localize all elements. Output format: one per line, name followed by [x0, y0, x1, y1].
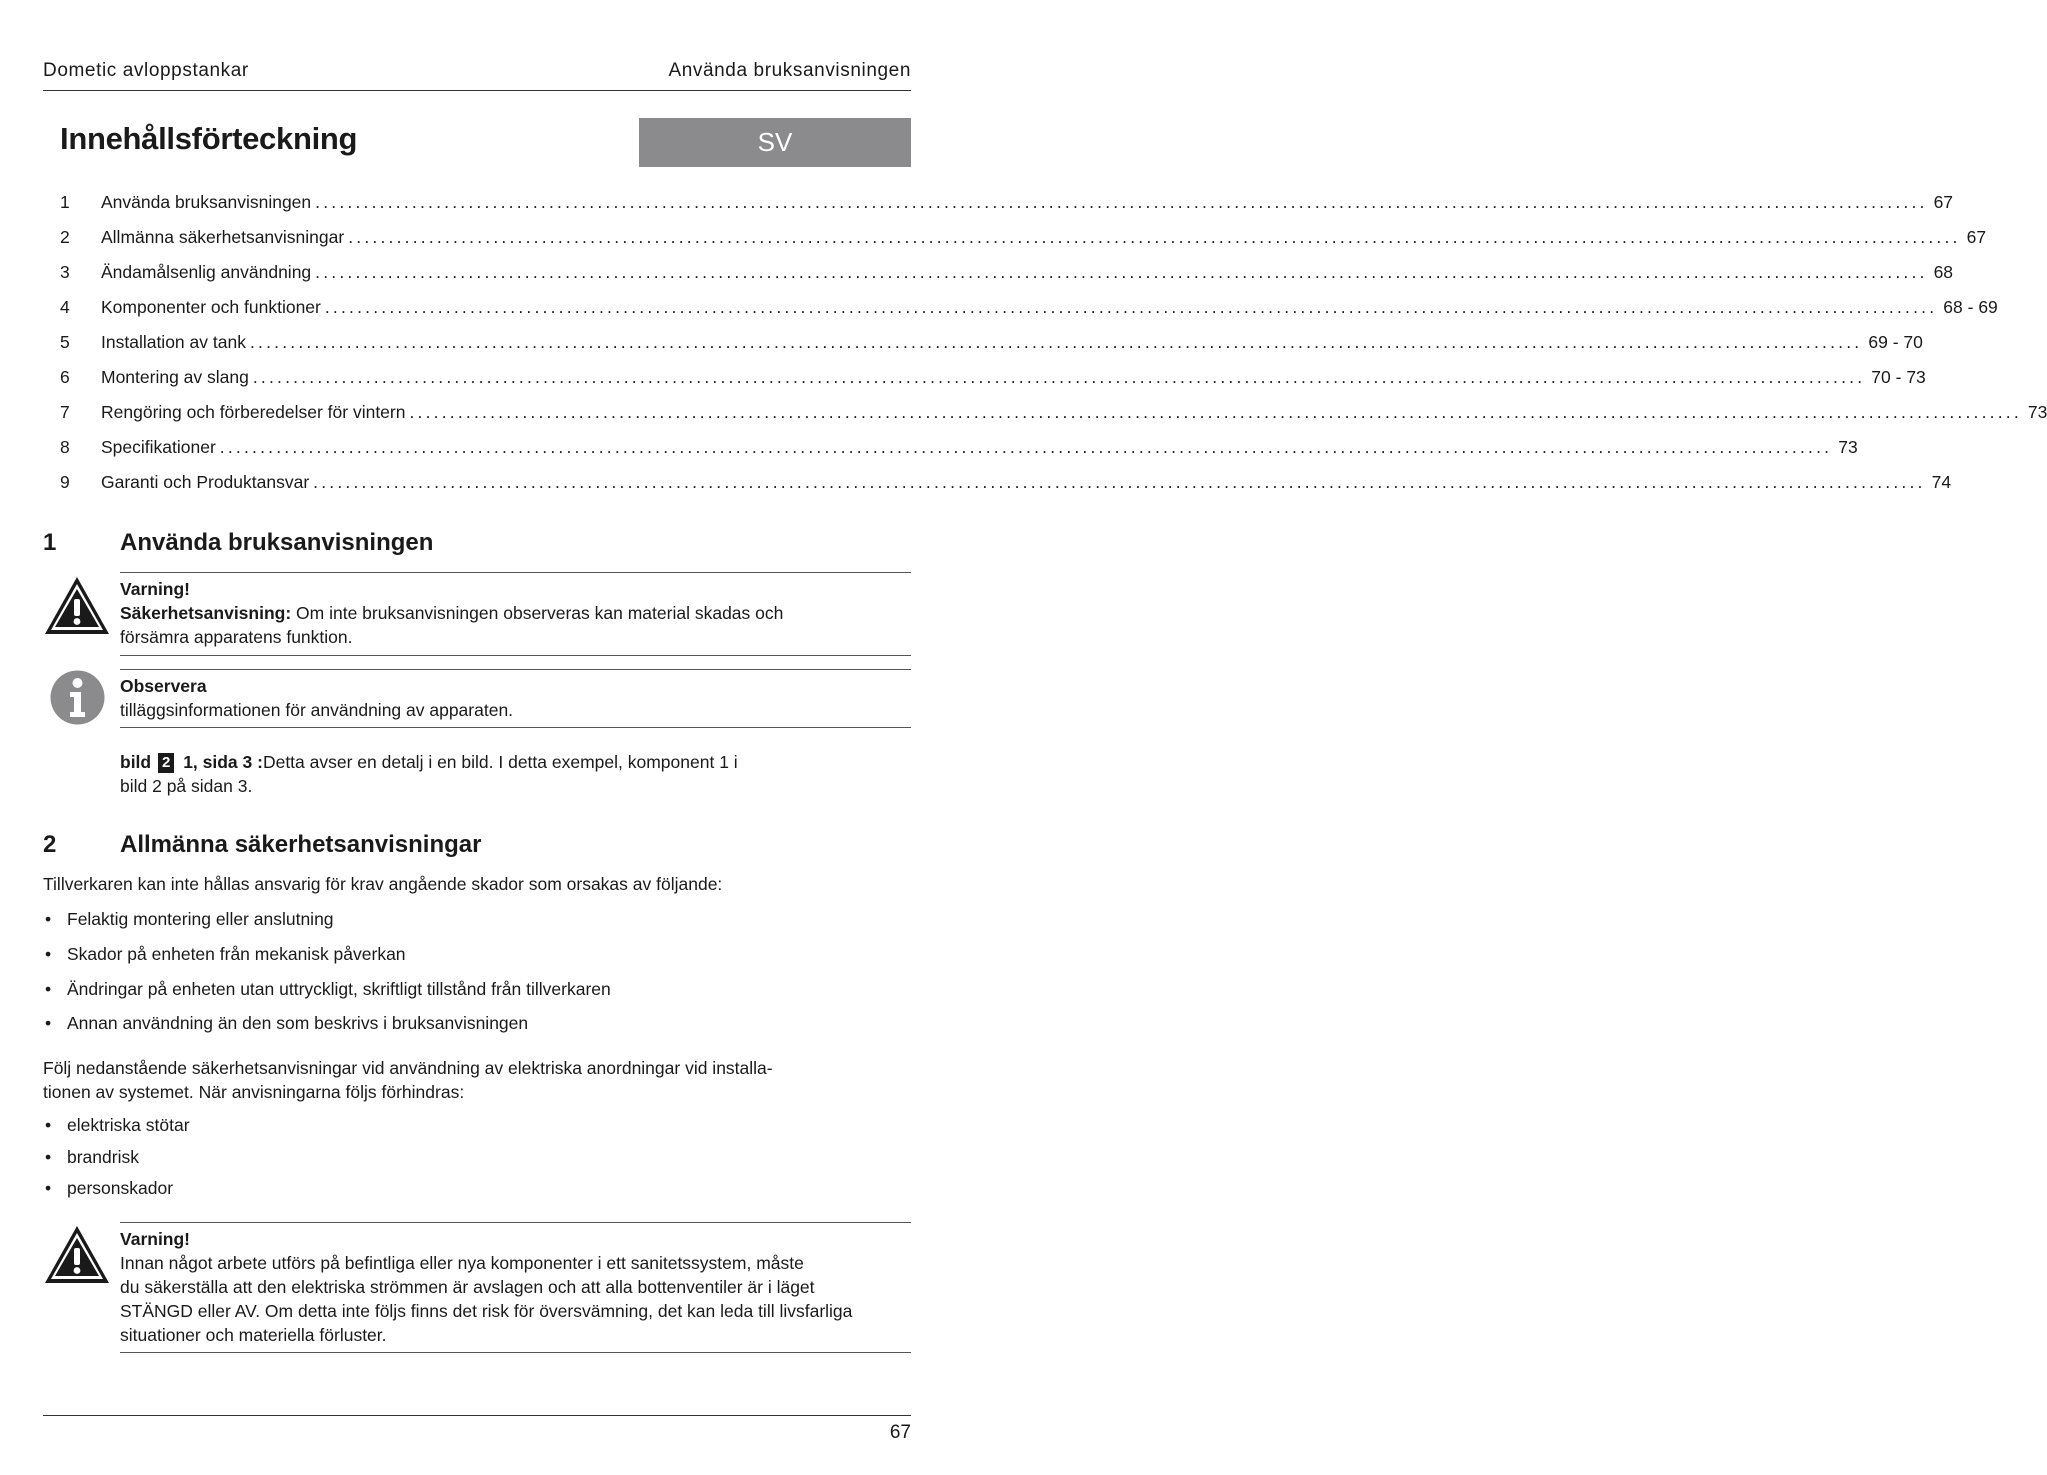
- language-badge: [639, 118, 911, 167]
- toc-entry-title: Montering av slang: [101, 367, 249, 387]
- figure-reference: [120, 750, 738, 774]
- toc-entry: [60, 293, 1998, 328]
- figure-number-badge: 2: [158, 753, 174, 773]
- header-section-title: Använda bruksanvisningen: [668, 60, 911, 81]
- figure-reference-text: Detta avser en detalj i en bild. I detta exempel, komponent 1 i: [262, 752, 738, 772]
- toc-entry-page: 68: [1933, 262, 1954, 282]
- list-item: • Ändringar på enheten utan uttryckligt, skriftligt tillstånd från tillverkaren: [43, 977, 611, 1012]
- warning-rule-bottom: [120, 655, 911, 656]
- list-item: • Annan användning än den som beskrivs i bruksanvisningen: [43, 1011, 611, 1046]
- toc-leader-dots: ........................................................................................................................................................................................................: [249, 332, 1863, 352]
- warning-label: Varning!: [120, 579, 191, 599]
- toc-entry-page: 73: [1838, 437, 1858, 457]
- toc-entry-number: 7: [60, 402, 70, 422]
- page-number: 67: [889, 1422, 911, 1443]
- warning-text: [120, 601, 783, 625]
- toc-entry-page: 68 - 69: [1943, 297, 1998, 317]
- warning-lead: Säkerhetsanvisning:: [120, 603, 292, 623]
- toc-leader-dots: ........................................................................................................................................................................................................: [313, 472, 1926, 492]
- warning2-rule-bottom: [120, 1352, 911, 1353]
- toc-entry-number: 5: [60, 332, 70, 352]
- toc-leader-dots: ........................................................................................................................................................................................................: [409, 402, 2022, 422]
- page-title: Innehållsförteckning: [60, 121, 358, 156]
- toc-entry: [60, 258, 1954, 293]
- note-text: tilläggsinformationen för användning av apparaten.: [120, 700, 514, 720]
- toc-entry-title: Allmänna säkerhetsanvisningar: [101, 227, 345, 247]
- toc-entry-title: Ändamålsenlig användning: [101, 262, 312, 282]
- liability-list: [43, 907, 611, 1046]
- toc-entry: [60, 223, 1987, 258]
- electrical-paragraph-line1: Följ nedanstående säkerhetsanvisningar vid användning av elektriska anordningar vid installa-: [43, 1058, 773, 1078]
- toc-leader-dots: ........................................................................................................................................................................................................: [219, 437, 1833, 457]
- toc-entry-page: 74: [1931, 472, 1952, 492]
- warning2-text-line: du säkerställa att den elektriska strömmen är avslagen och att alla bottenventiler är i läget: [120, 1277, 815, 1297]
- section-2-title: Allmänna säkerhetsanvisningar: [120, 831, 482, 858]
- figure-reference-text-line2: bild 2 på sidan 3.: [120, 776, 253, 796]
- toc-entry-number: 8: [60, 437, 70, 457]
- toc-entry: [60, 398, 2047, 433]
- warning-triangle-icon: [43, 575, 111, 637]
- info-icon: [50, 670, 105, 725]
- note-label: Observera: [120, 676, 207, 696]
- section-1-number: 1: [43, 529, 57, 556]
- section-1-title: Använda bruksanvisningen: [120, 529, 434, 556]
- figure-reference-lead: bild: [120, 752, 152, 772]
- toc-entry-title: Installation av tank: [101, 332, 246, 352]
- toc-entry-number: 6: [60, 367, 70, 387]
- toc-entry-page: 67: [1966, 227, 1987, 247]
- toc-entry-title: Använda bruksanvisningen: [101, 192, 312, 212]
- toc-entry-number: 3: [60, 262, 70, 282]
- warning-text-line1: Om inte bruksanvisningen observeras kan material skadas och: [291, 603, 784, 623]
- table-of-contents: [60, 188, 2047, 503]
- toc-leader-dots: ........................................................................................................................................................................................................: [348, 227, 1961, 247]
- note-rule-bottom: [120, 727, 911, 728]
- toc-leader-dots: ........................................................................................................................................................................................................: [324, 297, 1938, 317]
- toc-entry-page: 70 - 73: [1871, 367, 1926, 387]
- toc-entry-page: 69 - 70: [1868, 332, 1923, 352]
- toc-entry-page: 67: [1933, 192, 1954, 212]
- section-2-intro: Tillverkaren kan inte hållas ansvarig för krav angående skador som orsakas av följande:: [43, 874, 723, 894]
- warning2-text-line: STÄNGD eller AV. Om detta inte följs finns det risk för översvämning, det kan leda till livsfarliga: [120, 1301, 853, 1321]
- toc-entry-number: 2: [60, 227, 70, 247]
- hazard-list: [43, 1113, 190, 1208]
- toc-entry: [60, 433, 1858, 468]
- section-2-number: 2: [43, 831, 57, 858]
- list-item: • Felaktig montering eller anslutning: [43, 907, 611, 942]
- toc-entry: [60, 188, 1954, 223]
- note-rule-top: [120, 669, 911, 670]
- warning2-text-line: Innan något arbete utförs på befintliga eller nya komponenter i ett sanitetssystem, måste: [120, 1253, 804, 1273]
- list-item: • personskador: [43, 1176, 190, 1208]
- toc-leader-dots: ........................................................................................................................................................................................................: [315, 262, 1928, 282]
- toc-entry: [60, 468, 1952, 503]
- warning2-text-line: situationer och materiella förluster.: [120, 1325, 387, 1345]
- language-code: SV: [757, 127, 793, 157]
- toc-leader-dots: ........................................................................................................................................................................................................: [252, 367, 1866, 387]
- header-rule: [43, 90, 911, 91]
- warning2-rule-top: [120, 1222, 911, 1223]
- toc-entry-title: Komponenter och funktioner: [101, 297, 321, 317]
- toc-entry-title: Specifikationer: [101, 437, 216, 457]
- warning2-text: [120, 1251, 852, 1347]
- warning-triangle-icon: [43, 1224, 111, 1286]
- figure-reference-tail: 1, sida 3 :: [178, 752, 263, 772]
- toc-entry-page: 73: [2027, 402, 2047, 422]
- toc-entry-title: Garanti och Produktansvar: [101, 472, 310, 492]
- warning2-label: Varning!: [120, 1229, 191, 1249]
- toc-entry-number: 4: [60, 297, 70, 317]
- list-item: • elektriska stötar: [43, 1113, 190, 1145]
- toc-entry-title: Rengöring och förberedelser för vintern: [101, 402, 406, 422]
- toc-entry-number: 9: [60, 472, 70, 492]
- header-document-title: Dometic avloppstankar: [43, 60, 249, 81]
- toc-entry-number: 1: [60, 192, 70, 212]
- list-item: • brandrisk: [43, 1145, 190, 1177]
- footer-rule: [43, 1415, 911, 1416]
- warning-text-line2: försämra apparatens funktion.: [120, 627, 353, 647]
- toc-leader-dots: ........................................................................................................................................................................................................: [315, 192, 1928, 212]
- warning-rule-top: [120, 572, 911, 573]
- toc-entry: [60, 328, 1923, 363]
- list-item: • Skador på enheten från mekanisk påverkan: [43, 942, 611, 977]
- toc-entry: [60, 363, 1926, 398]
- electrical-paragraph-line2: tionen av systemet. När anvisningarna följs förhindras:: [43, 1082, 465, 1102]
